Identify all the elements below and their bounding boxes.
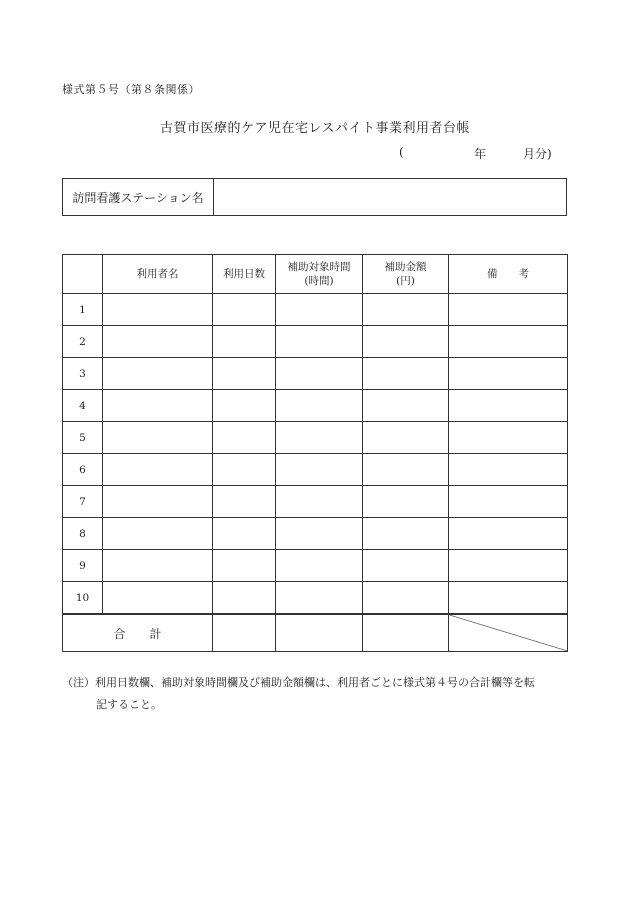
total-row xyxy=(63,614,568,652)
col-header-days: 利用日数 xyxy=(213,255,276,294)
days-cell[interactable] xyxy=(213,422,276,454)
total-amount-cell[interactable] xyxy=(363,614,449,652)
hours-cell[interactable] xyxy=(276,550,363,582)
days-cell[interactable] xyxy=(213,454,276,486)
footnote-line-1: （注）利用日数欄、補助対象時間欄及び補助金額欄は、利用者ごとに様式第４号の合計欄等を転 xyxy=(62,676,535,689)
user-name-cell[interactable] xyxy=(103,486,213,518)
row-number: 1 xyxy=(63,294,103,326)
row-number: 9 xyxy=(63,550,103,582)
hours-cell[interactable] xyxy=(276,422,363,454)
remarks-cell[interactable] xyxy=(449,486,568,518)
hours-cell[interactable] xyxy=(276,582,363,615)
station-name-field[interactable] xyxy=(214,179,567,216)
period-year-label: 年 xyxy=(474,147,487,161)
amount-cell[interactable] xyxy=(363,422,449,454)
remarks-cell[interactable] xyxy=(449,294,568,326)
days-cell[interactable] xyxy=(213,518,276,550)
hours-cell[interactable] xyxy=(276,358,363,390)
station-name-label: 訪問看護ステーション名 xyxy=(63,179,214,216)
remarks-cell[interactable] xyxy=(449,422,568,454)
amount-cell[interactable] xyxy=(363,294,449,326)
row-number: 5 xyxy=(63,422,103,454)
table-row xyxy=(63,550,568,582)
table-row xyxy=(63,582,568,615)
amount-cell[interactable] xyxy=(363,518,449,550)
user-name-cell[interactable] xyxy=(103,390,213,422)
row-number: 3 xyxy=(63,358,103,390)
hours-cell[interactable] xyxy=(276,390,363,422)
col-header-hours: 補助対象時間 (時間) xyxy=(276,255,363,294)
document-title: 古賀市医療的ケア児在宅レスパイト事業利用者台帳 xyxy=(159,121,471,136)
user-name-cell[interactable] xyxy=(103,518,213,550)
footnote-line-2: 記すること。 xyxy=(96,698,162,711)
days-cell[interactable] xyxy=(213,390,276,422)
remarks-cell[interactable] xyxy=(449,358,568,390)
total-hours-cell[interactable] xyxy=(276,614,363,652)
user-name-cell[interactable] xyxy=(103,582,213,615)
total-days-cell[interactable] xyxy=(213,614,276,652)
row-number: 2 xyxy=(63,326,103,358)
hours-cell[interactable] xyxy=(276,294,363,326)
total-label: 合 計 xyxy=(63,614,213,652)
user-name-cell[interactable] xyxy=(103,422,213,454)
row-number: 7 xyxy=(63,486,103,518)
remarks-cell[interactable] xyxy=(449,326,568,358)
period-open-paren: ( xyxy=(399,145,404,159)
hours-cell[interactable] xyxy=(276,454,363,486)
amount-cell[interactable] xyxy=(363,550,449,582)
col-header-remarks: 備 考 xyxy=(449,255,568,294)
hours-cell[interactable] xyxy=(276,518,363,550)
amount-cell[interactable] xyxy=(363,390,449,422)
remarks-cell[interactable] xyxy=(449,582,568,615)
hours-cell[interactable] xyxy=(276,486,363,518)
table-row xyxy=(63,486,568,518)
user-name-cell[interactable] xyxy=(103,358,213,390)
row-number: 4 xyxy=(63,390,103,422)
user-name-cell[interactable] xyxy=(103,454,213,486)
amount-cell[interactable] xyxy=(363,454,449,486)
remarks-cell[interactable] xyxy=(449,454,568,486)
amount-cell[interactable] xyxy=(363,582,449,615)
user-name-cell[interactable] xyxy=(103,326,213,358)
user-name-cell[interactable] xyxy=(103,294,213,326)
row-number: 10 xyxy=(63,582,103,615)
table-row xyxy=(63,422,568,454)
period-month-label: 月分) xyxy=(523,147,552,161)
total-remarks-slashed-cell xyxy=(449,614,568,652)
table-row xyxy=(63,326,568,358)
table-row xyxy=(63,358,568,390)
table-row xyxy=(63,294,568,326)
days-cell[interactable] xyxy=(213,550,276,582)
amount-cell[interactable] xyxy=(363,486,449,518)
days-cell[interactable] xyxy=(213,358,276,390)
hours-cell[interactable] xyxy=(276,326,363,358)
col-header-number xyxy=(63,255,103,294)
days-cell[interactable] xyxy=(213,294,276,326)
user-table xyxy=(62,254,568,652)
days-cell[interactable] xyxy=(213,486,276,518)
user-name-cell[interactable] xyxy=(103,550,213,582)
remarks-cell[interactable] xyxy=(449,550,568,582)
amount-cell[interactable] xyxy=(363,326,449,358)
station-table xyxy=(62,178,567,216)
remarks-cell[interactable] xyxy=(449,390,568,422)
amount-cell[interactable] xyxy=(363,358,449,390)
form-number: 様式第５号（第８条関係） xyxy=(62,83,200,96)
table-row xyxy=(63,454,568,486)
days-cell[interactable] xyxy=(213,582,276,615)
remarks-cell[interactable] xyxy=(449,518,568,550)
days-cell[interactable] xyxy=(213,326,276,358)
table-header-row xyxy=(63,255,568,294)
row-number: 8 xyxy=(63,518,103,550)
footnote xyxy=(62,672,572,716)
col-header-amount: 補助金額 (円) xyxy=(363,255,449,294)
table-row xyxy=(63,390,568,422)
col-header-user-name: 利用者名 xyxy=(103,255,213,294)
row-number: 6 xyxy=(63,454,103,486)
table-row xyxy=(63,518,568,550)
